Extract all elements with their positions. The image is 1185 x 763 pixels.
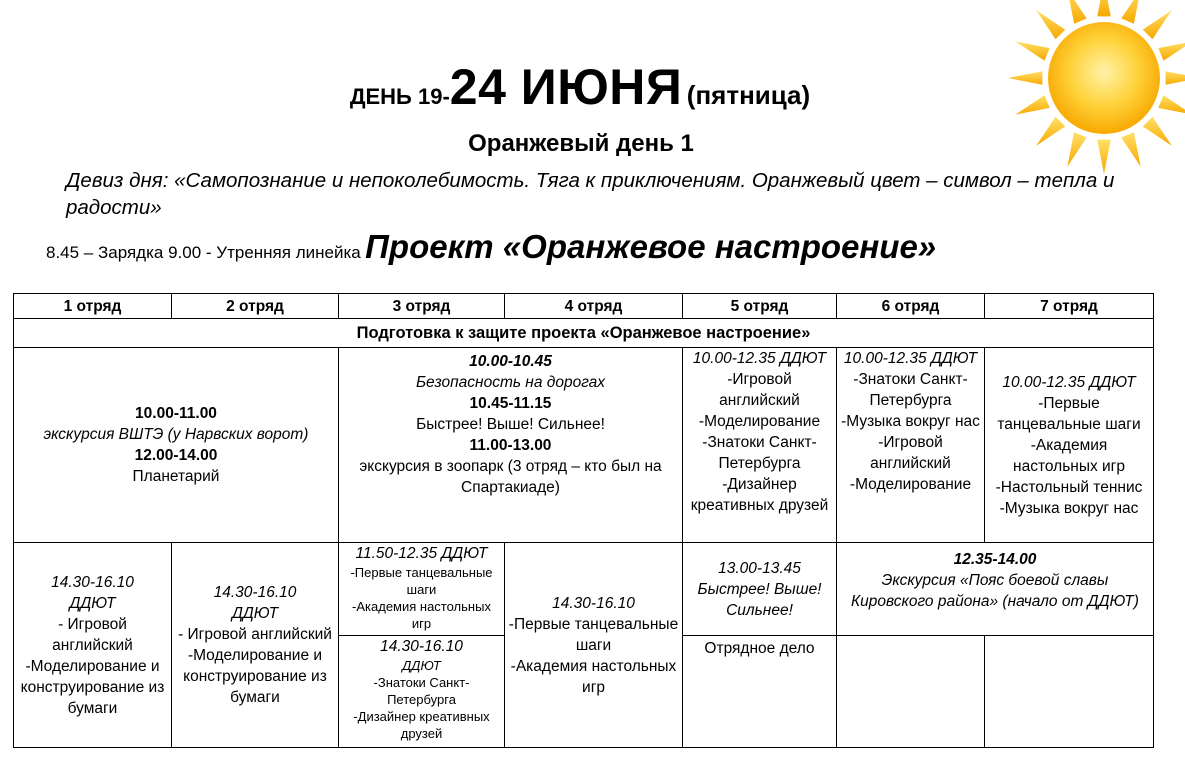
afternoon-cell-squad-1 — [14, 543, 172, 748]
column-header-2: 2 отряд — [172, 294, 339, 319]
time-label: 10.00-12.35 ДДЮТ — [843, 350, 978, 367]
activity-text: экскурсия ВШТЭ (у Нарвских ворот) — [43, 426, 309, 443]
list-item: -Музыка вокруг нас — [841, 413, 980, 430]
time-label: 14.30-16.10 — [380, 638, 463, 655]
section-row — [14, 319, 1154, 348]
list-item: -Знатоки Санкт-Петербурга — [853, 371, 968, 409]
time-label: 10.00-12.35 ДДЮТ — [692, 350, 827, 367]
activity-text: Планетарий — [132, 468, 220, 485]
afternoon-cell-squad-3-second — [339, 636, 505, 748]
page-subtitle: Оранжевый день 1 — [468, 130, 694, 157]
activity-text: Быстрее! Выше! Сильнее! — [697, 580, 822, 619]
organization-label: ДДЮТ — [69, 594, 116, 612]
sun-ray — [1036, 10, 1065, 39]
list-item: -Игровой английский — [719, 371, 800, 409]
list-item: -Дизайнер креативных друзей — [353, 709, 490, 741]
morning-cell-squads-3-4 — [339, 348, 683, 543]
weekday: (пятница) — [686, 80, 811, 110]
afternoon-cell-squads-6-7 — [837, 543, 1154, 636]
sun-ray — [1158, 95, 1185, 114]
list-item: -Первые танцевальные шаги — [350, 565, 493, 597]
time-label: 10.00-11.00 — [135, 405, 217, 422]
column-header-5: 5 отряд — [683, 294, 837, 319]
empty-cell-squad-7 — [985, 636, 1154, 748]
column-header-1: 1 отряд — [14, 294, 172, 319]
time-label: 11.50-12.35 ДДЮТ — [355, 545, 488, 562]
morning-cell-squad-7 — [985, 348, 1154, 543]
afternoon-cell-squad-4 — [505, 543, 683, 748]
time-label: 12.00-14.00 — [134, 447, 218, 464]
sun-ray — [1143, 10, 1172, 39]
activity-text: Экскурсия «Пояс боевой славы Кировского района» (начало от ДДЮТ) — [851, 572, 1139, 610]
sun-ray — [1158, 41, 1185, 60]
column-header-6: 6 отряд — [837, 294, 985, 319]
day-prefix: ДЕНЬ 19- — [349, 84, 450, 109]
morning-cell-squads-1-2 — [14, 348, 339, 543]
activity-text: Безопасность на дорогах — [415, 374, 606, 391]
activity-text: Быстрее! Выше! Сильнее! — [416, 416, 605, 433]
organization-label: ДДЮТ — [402, 658, 441, 673]
time-label: 13.00-13.45 — [718, 559, 801, 577]
list-item: - Игровой английский — [178, 626, 332, 643]
time-label: 14.30-16.10 — [51, 573, 134, 591]
afternoon-cell-squad-5-first — [683, 543, 837, 636]
date-heading: 24 ИЮНЯ — [449, 59, 683, 115]
section-title: Подготовка к защите проекта «Оранжевое настроение» — [14, 319, 1154, 348]
time-label: 11.00-13.00 — [469, 437, 552, 454]
organization-label: ДДЮТ — [231, 605, 279, 622]
afternoon-row-a — [14, 543, 1154, 636]
list-item: -Первые танцевальные шаги — [997, 394, 1141, 433]
schedule-text: 8.45 – Зарядка 9.00 - Утренняя линейка — [46, 243, 361, 262]
list-item: -Моделирование — [698, 413, 821, 430]
morning-cell-squad-6 — [837, 348, 985, 543]
schedule-table — [13, 293, 1154, 748]
time-label: 10.00-10.45 — [469, 353, 552, 370]
list-item: -Академия настольных игр — [510, 657, 677, 696]
time-label: 12.35-14.00 — [953, 551, 1037, 568]
list-item: -Академия настольных игр — [352, 599, 491, 631]
list-item: -Моделирование и конструирование из бумаги — [183, 647, 327, 706]
day-motto: Девиз дня: «Самопознание и непоколебимость. Тяга к приключениям. Оранжевый цвет – символ – тепла и радости» — [66, 169, 1115, 219]
list-item: - Игровой английский — [52, 615, 133, 654]
time-label: 14.30-16.10 — [213, 584, 297, 601]
project-title: Проект «Оранжевое настроение» — [365, 228, 937, 265]
time-label: 10.45-11.15 — [469, 395, 552, 412]
list-item: -Академия настольных игр — [1013, 436, 1125, 475]
sun-ray — [1097, 0, 1111, 16]
afternoon-cell-squad-5-second: Отрядное дело — [683, 636, 837, 748]
list-item: -Первые танцевальные шаги — [508, 615, 679, 654]
list-item: -Знатоки Санкт-Петербурга — [373, 675, 470, 707]
morning-cell-squad-5 — [683, 348, 837, 543]
list-item: -Моделирование — [849, 476, 972, 493]
list-item: -Музыка вокруг нас — [999, 499, 1139, 517]
list-item: -Дизайнер креативных друзей — [690, 476, 829, 514]
sun-ray — [1121, 0, 1140, 24]
column-header-4: 4 отряд — [505, 294, 683, 319]
afternoon-cell-squad-2 — [172, 543, 339, 748]
list-item: -Игровой английский — [870, 434, 951, 472]
morning-schedule — [46, 228, 936, 266]
empty-cell-squad-6 — [837, 636, 985, 748]
sun-ray — [1166, 71, 1185, 85]
list-item: -Знатоки Санкт-Петербурга — [702, 434, 817, 472]
morning-row — [14, 348, 1154, 543]
time-label: 10.00-12.35 ДДЮТ — [1002, 373, 1136, 391]
column-header-3: 3 отряд — [339, 294, 505, 319]
afternoon-cell-squad-3-first — [339, 543, 505, 636]
table-header-row — [14, 294, 1154, 319]
time-label: 14.30-16.10 — [552, 594, 635, 612]
activity-text: экскурсия в зоопарк (3 отряд – кто был на Спартакиаде) — [359, 458, 662, 496]
column-header-7: 7 отряд — [985, 294, 1154, 319]
list-item: -Моделирование и конструирование из бумаги — [20, 657, 165, 717]
sun-ray — [1067, 0, 1086, 24]
page-title — [0, 58, 1160, 116]
list-item: -Настольный теннис — [995, 478, 1143, 496]
